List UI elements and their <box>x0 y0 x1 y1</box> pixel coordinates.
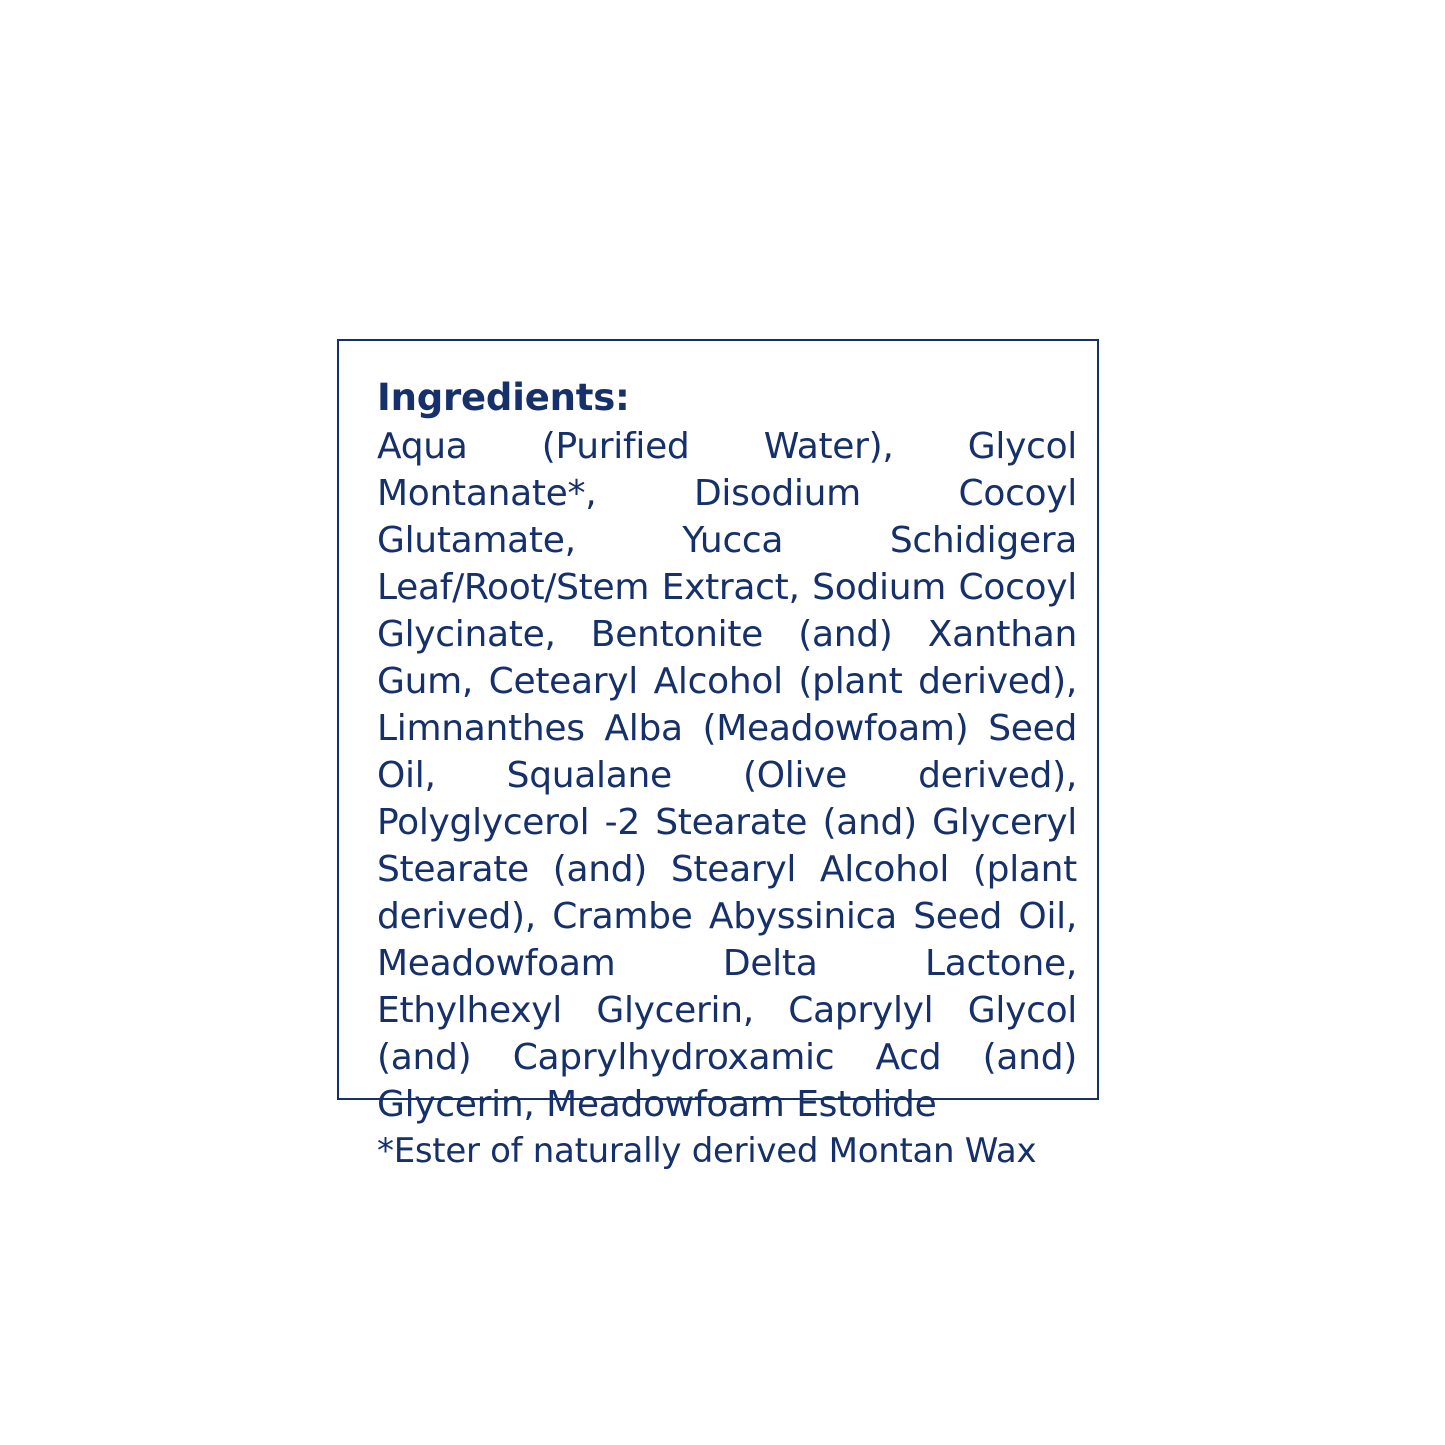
ingredients-list-text: Aqua (Purified Water), Glycol Montanate*, Disodium Cocoyl Glutamate, Yucca Schidigera Leaf/Root/Stem Extract, Sodium Cocoyl Glycinate, Bentonite (and) Xanthan Gum, Cetearyl Alcohol (plant derived), Limnanthes Alba (Meadowfoam) Seed Oil, Squalane (Olive derived), Polyglycerol -2 Stearate (and) Glyceryl Stearate (and) Stearyl Alcohol (plant derived), Crambe Abyssinica Seed Oil, Meadowfoam Delta Lactone, Ethylhexyl Glycerin, Caprylyl Glycol (and) Caprylhydroxamic Acd (and) Glycerin, Meadowfoam Estolide <box>377 426 1077 1125</box>
ingredients-heading: Ingredients: <box>377 376 630 419</box>
ingredients-panel <box>337 339 1099 1171</box>
ingredients-panel-content <box>377 374 1077 1175</box>
ingredients-footnote: *Ester of naturally derived Montan Wax <box>377 1131 1037 1171</box>
